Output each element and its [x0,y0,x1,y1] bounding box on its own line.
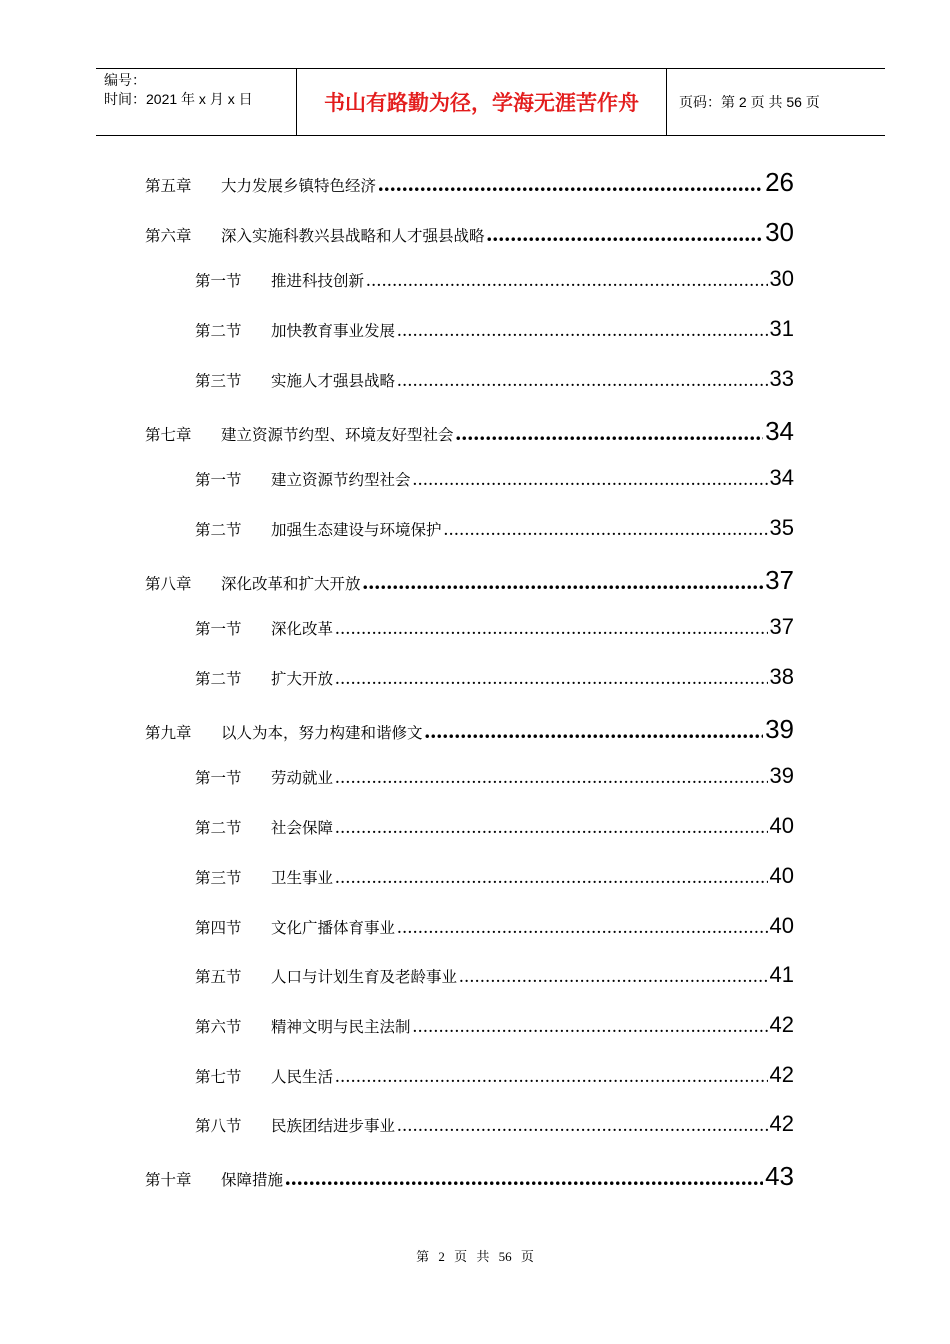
toc-section-row[interactable] [195,1012,794,1046]
toc-dot-leader [285,1165,763,1191]
toc-entry-title: 劳动就业 [271,769,334,788]
toc-chapter-row[interactable] [145,217,794,251]
toc-entry-page: 37 [769,614,794,640]
toc-entry-page: 40 [769,912,794,938]
toc-dot-leader [335,867,768,889]
page-header [96,68,885,136]
toc-entry-page: 43 [765,1161,794,1191]
toc-entry-page: 40 [769,813,794,839]
toc-entry-page: 38 [769,664,794,689]
toc-entry-number: 第十章 [145,1171,192,1189]
toc-section-row[interactable] [195,763,794,797]
toc-entry-number: 第九章 [145,723,192,742]
toc-dot-leader [397,917,768,939]
toc-dot-leader [397,1115,768,1137]
toc-entry-title: 深化改革 [271,620,334,639]
toc-entry-page: 39 [765,713,794,744]
toc-entry-number: 第八节 [195,1117,242,1136]
page-footer: 第 2 页 共 56 页 [416,1249,534,1264]
toc-section-row[interactable] [195,962,794,996]
toc-entry-number: 第二节 [195,520,242,539]
toc-dot-leader [397,320,768,342]
toc-entry-page: 41 [769,962,794,988]
toc-section-row[interactable] [195,366,794,400]
toc-dot-leader [335,767,768,789]
toc-entry-number: 第六章 [145,226,192,245]
toc-chapter-row[interactable] [145,1161,794,1195]
toc-entry-number: 第二节 [195,322,242,341]
toc-chapter-row[interactable] [145,416,794,450]
toc-entry-page: 30 [769,266,794,292]
toc-entry-number: 第二节 [195,670,242,688]
toc-entry-title: 社会保障 [271,819,334,838]
toc-entry-page: 42 [769,1111,794,1137]
toc-entry-title: 推进科技创新 [271,272,365,291]
toc-entry-page: 33 [769,365,794,391]
toc-dot-leader [335,618,768,640]
toc-section-row[interactable] [195,1062,794,1096]
toc-entry-title: 民族团结进步事业 [271,1117,396,1136]
toc-entry-number: 第七章 [145,425,192,444]
toc-section-row[interactable] [195,813,794,847]
toc-dot-leader [459,966,768,988]
toc-entry-title: 建立资源节约型社会 [271,471,411,490]
toc-entry-page: 30 [765,216,794,247]
toc-entry-number: 第二节 [195,819,242,838]
toc-chapter-row[interactable] [145,565,794,599]
toc-entry-number: 第三节 [195,371,242,390]
toc-entry-number: 第一节 [195,620,242,639]
toc-entry-title: 文化广播体育事业 [271,918,396,937]
toc-dot-leader [335,817,768,839]
toc-entry-number: 第八章 [145,574,192,593]
toc-section-row[interactable] [195,664,794,698]
toc-section-row[interactable] [195,465,794,499]
toc-entry-page: 34 [765,415,794,446]
toc-entry-title: 深入实施科教兴县战略和人才强县战略 [221,226,485,245]
header-meta [96,69,297,135]
toc-entry-page: 34 [769,465,794,491]
toc-entry-title: 人民生活 [271,1067,334,1086]
toc-entry-number: 第四节 [195,918,242,937]
toc-dot-leader [444,519,768,541]
toc-dot-leader [425,718,764,744]
toc-entry-number: 第一节 [195,769,242,788]
toc-entry-page: 31 [769,316,794,342]
toc-entry-page: 37 [765,564,794,595]
toc-entry-title: 大力发展乡镇特色经济 [221,177,377,195]
header-page-info: 页码：第 2 页 共 56 页 [679,94,820,110]
toc-section-row[interactable] [195,863,794,897]
toc-entry-title: 加强生态建设与环境保护 [271,520,442,539]
toc-dot-leader [335,1066,768,1088]
toc-entry-title: 加快教育事业发展 [271,322,396,341]
toc-entry-number: 第七节 [195,1067,242,1086]
toc-entry-title: 深化改革和扩大开放 [221,574,361,593]
toc-entry-title: 建立资源节约型、环境友好型社会 [221,425,454,444]
toc-dot-leader [456,420,764,446]
toc-dot-leader [378,171,763,197]
toc-entry-page: 40 [769,862,794,888]
toc-section-row[interactable] [195,266,794,300]
toc-entry-title: 实施人才强县战略 [271,371,396,390]
toc-entry-title: 精神文明与民主法制 [271,1017,411,1036]
toc-entry-title: 卫生事业 [271,868,334,887]
toc-section-row[interactable] [195,515,794,549]
header-doc-number: 编号： [104,72,146,88]
toc-dot-leader [413,469,768,491]
toc-section-row[interactable] [195,1111,794,1145]
toc-dot-leader [366,270,768,292]
toc-entry-page: 42 [769,1061,794,1087]
toc-dot-leader [335,668,768,690]
toc-entry-page: 26 [765,167,794,197]
toc-entry-page: 42 [769,1011,794,1037]
toc-dot-leader [487,221,764,247]
toc-chapter-row[interactable] [145,714,794,748]
toc-chapter-row[interactable] [145,167,794,201]
toc-entry-number: 第三节 [195,868,242,887]
toc-entry-number: 第五节 [195,968,242,987]
toc-entry-title: 扩大开放 [271,670,334,688]
header-date: 时间：2021 年 x 月 x 日 [104,91,253,107]
toc-entry-number: 第六节 [195,1017,242,1036]
toc-entry-title: 保障措施 [221,1171,284,1189]
toc-section-row[interactable] [195,913,794,947]
toc-entry-title: 以人为本，努力构建和谐修文 [221,723,423,742]
toc-entry-number: 第一节 [195,272,242,291]
toc-dot-leader [397,370,768,392]
toc-entry-title: 人口与计划生育及老龄事业 [271,968,458,987]
toc-entry-number: 第五章 [145,177,192,195]
toc-section-row[interactable] [195,614,794,648]
header-motto: 书山有路勤为径，学海无涯苦作舟 [297,69,667,135]
toc-entry-number: 第一节 [195,471,242,490]
toc-dot-leader [413,1016,768,1038]
toc-entry-page: 39 [769,763,794,789]
toc-section-row[interactable] [195,316,794,350]
toc-entry-page: 35 [769,514,794,540]
toc-dot-leader [363,569,764,595]
